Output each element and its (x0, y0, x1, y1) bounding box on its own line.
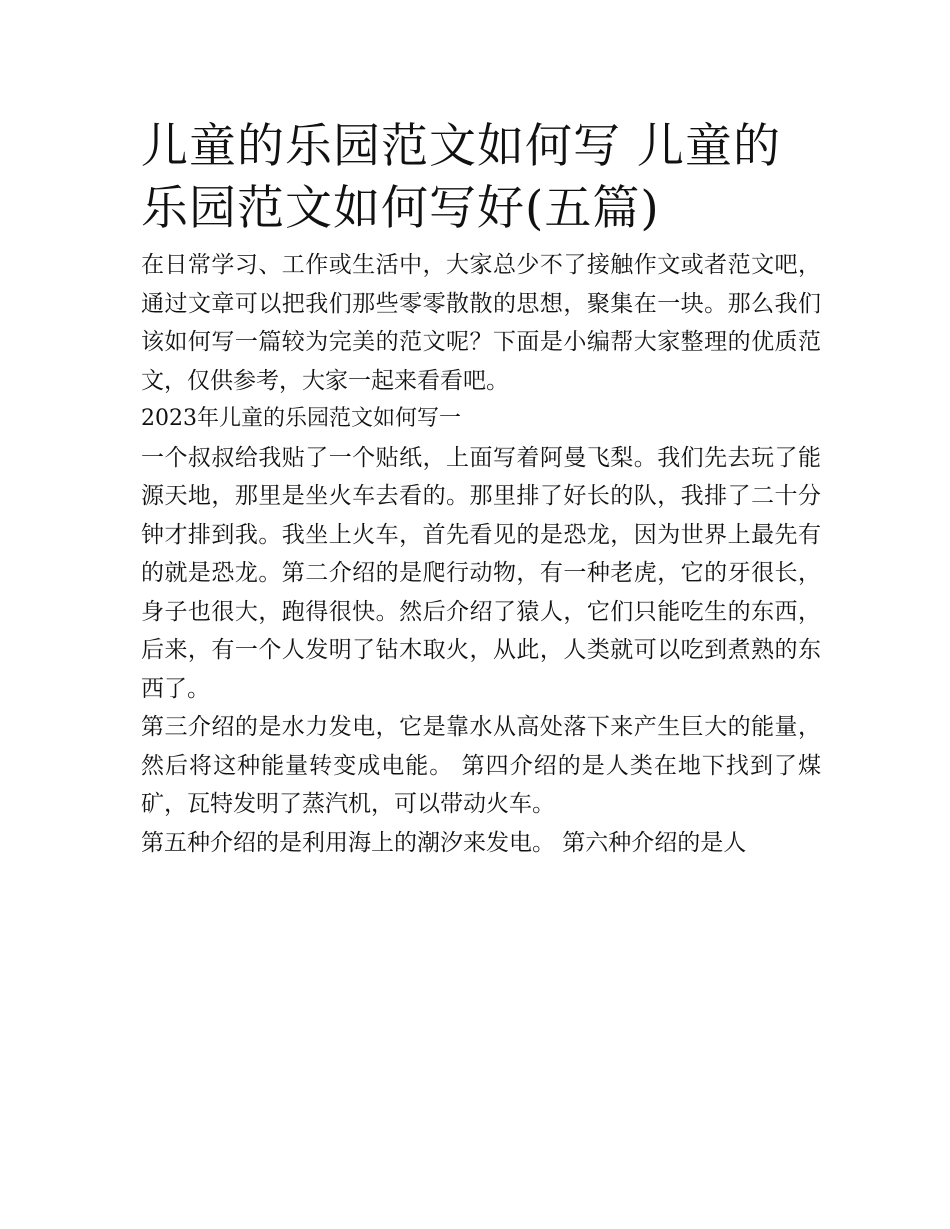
body-paragraph-3: 第五种介绍的是利用海上的潮汐来发电。 第六种介绍的是人 (141, 829, 747, 856)
body-paragraph-2: 第三介绍的是水力发电，它是靠水从高处落下来产生巨大的能量，然后将这种能量转变成电能。 第四介绍的是人类在地下找到了煤矿，瓦特发明了蒸汽机，可以带动火车。 (141, 714, 821, 817)
document-page (141, 116, 821, 862)
section-heading: 2023年儿童的乐园范文如何写一 (141, 406, 461, 431)
document-title: 儿童的乐园范文如何写 儿童的乐园范文如何写好(五篇) (141, 119, 781, 236)
body-paragraph-1: 一个叔叔给我贴了一个贴纸，上面写着阿曼飞梨。我们先去玩了能源天地，那里是坐火车去看的。那里排了好长的队，我排了二十分钟才排到我。我坐上火车，首先看见的是恐龙，因为世界上最先有的就是恐龙。第二介绍的是爬行动物，有一种老虎，它的牙很长，身子也很大，跑得很快。然后介绍了猿人，它们只能吃生的东西，后来，有一个人发明了钻木取火，从此，人类就可以吃到煮熟的东西了。 (141, 444, 821, 702)
intro-paragraph: 在日常学习、工作或生活中，大家总少不了接触作文或者范文吧，通过文章可以把我们那些零零散散的思想，聚集在一块。那么我们该如何写一篇较为完美的范文呢？下面是小编帮大家整理的优质范文，仅供参考，大家一起来看看吧。 (141, 252, 821, 394)
